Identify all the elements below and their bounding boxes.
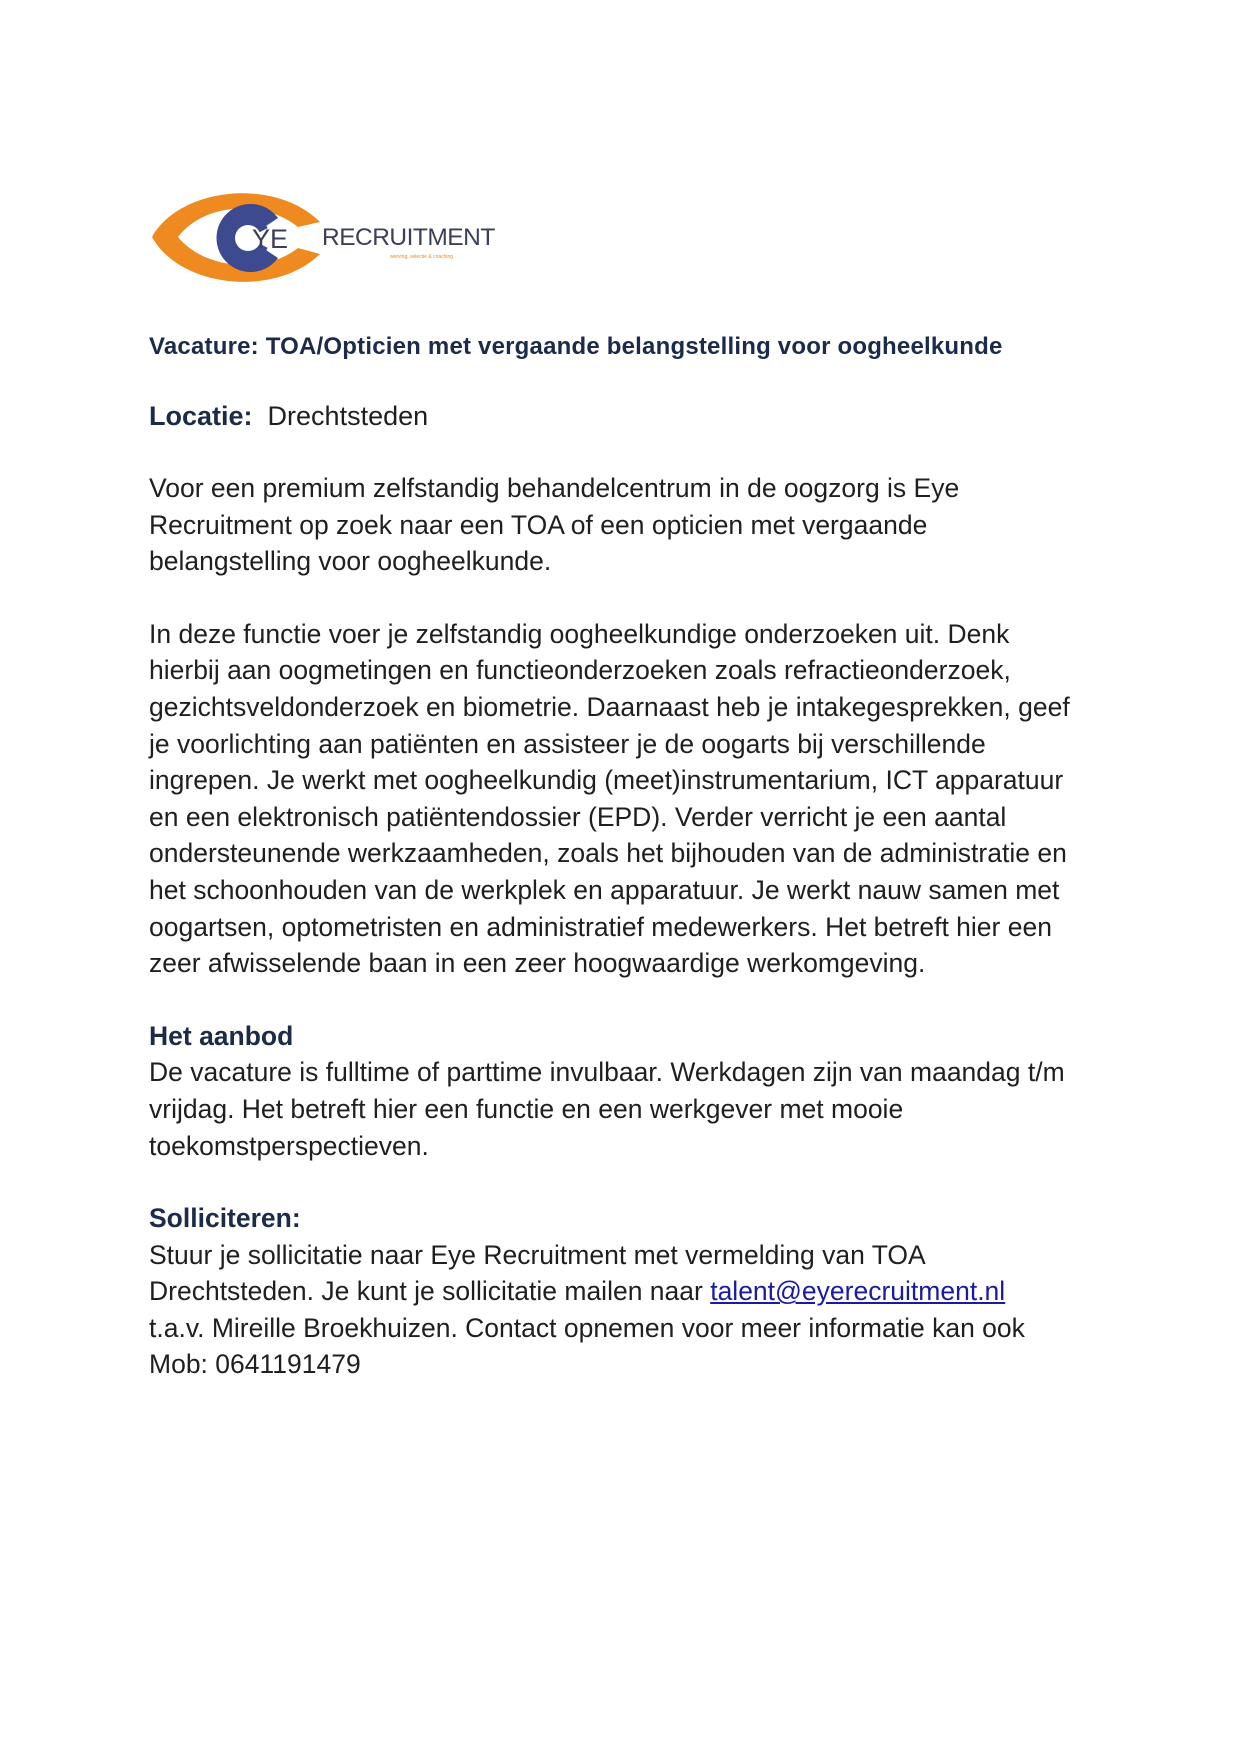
vacancy-content bbox=[149, 330, 1109, 1383]
apply-line: t.a.v. Mireille Broekhuizen. Contact opnemen voor meer informatie kan ook bbox=[149, 1312, 1025, 1343]
function-line: hierbij aan oogmetingen en functieonderzoeken zoals refractieonderzoek, bbox=[149, 655, 1011, 686]
function-line: zeer afwisselende baan in een zeer hoogwaardige werkomgeving. bbox=[149, 948, 926, 979]
function-line: ingrepen. Je werkt met oogheelkundig (meet)instrumentarium, ICT apparatuur bbox=[149, 765, 1064, 796]
phone-line: Mob: 0641191479 bbox=[149, 1349, 361, 1380]
logo-brand-text: RECRUITMENT bbox=[322, 224, 495, 251]
logo-tagline: werving, selectie & coaching bbox=[390, 254, 454, 260]
offer-line: De vacature is fulltime of parttime invulbaar. Werkdagen zijn van maandag t/m bbox=[149, 1057, 1065, 1088]
offer-line: vrijdag. Het betreft hier een functie en een werkgever met mooie bbox=[149, 1093, 904, 1124]
intro-paragraph bbox=[149, 470, 1109, 580]
function-line: gezichtsveldonderzoek en biometrie. Daarnaast heb je intakegesprekken, geef bbox=[149, 691, 1070, 722]
offer-heading: Het aanbod bbox=[149, 1020, 294, 1051]
intro-line: Recruitment op zoek naar een TOA of een opticien met vergaande bbox=[149, 509, 928, 540]
function-line: en een elektronisch patiëntendossier (EPD). Verder verricht je een aantal bbox=[149, 801, 1007, 832]
intro-line: belangstelling voor oogheelkunde. bbox=[149, 546, 552, 577]
eye-recruitment-logo bbox=[150, 182, 510, 292]
offer-paragraph bbox=[149, 1054, 1109, 1164]
function-line: oogartsen, optometristen en administratief medewerkers. Het betreft hier een bbox=[149, 911, 1052, 942]
email-link[interactable]: talent@eyerecruitment.nl bbox=[710, 1276, 1006, 1307]
vacancy-title: Vacature: TOA/Opticien met vergaande belangstelling voor oogheelkunde bbox=[149, 333, 1003, 360]
function-paragraph bbox=[149, 616, 1109, 982]
intro-line: Voor een premium zelfstandig behandelcentrum in de oogzorg is Eye bbox=[149, 473, 960, 503]
logo-eye-text: YE bbox=[252, 224, 289, 254]
location-line bbox=[149, 398, 1109, 434]
offer-line: toekomstperspectieven. bbox=[149, 1130, 429, 1161]
apply-line bbox=[149, 1273, 1109, 1310]
function-line: het schoonhouden van de werkplek en apparatuur. Je werkt nauw samen met bbox=[149, 874, 1060, 905]
apply-line-prefix: Drechtsteden. Je kunt je sollicitatie mailen naar bbox=[149, 1276, 711, 1307]
apply-line: Stuur je sollicitatie naar Eye Recruitment met vermelding van TOA bbox=[149, 1239, 926, 1270]
function-line: In deze functie voer je zelfstandig oogheelkundige onderzoeken uit. Denk bbox=[149, 618, 1010, 649]
apply-paragraph bbox=[149, 1237, 1109, 1383]
location-value: Drechtsteden bbox=[267, 401, 429, 431]
location-label: Locatie: bbox=[149, 401, 253, 431]
function-line: je voorlichting aan patiënten en assisteer je de oogarts bij verschillende bbox=[149, 728, 986, 759]
apply-heading: Solliciteren: bbox=[149, 1203, 301, 1234]
function-line: ondersteunende werkzaamheden, zoals het bijhouden van de administratie en bbox=[149, 838, 1067, 869]
